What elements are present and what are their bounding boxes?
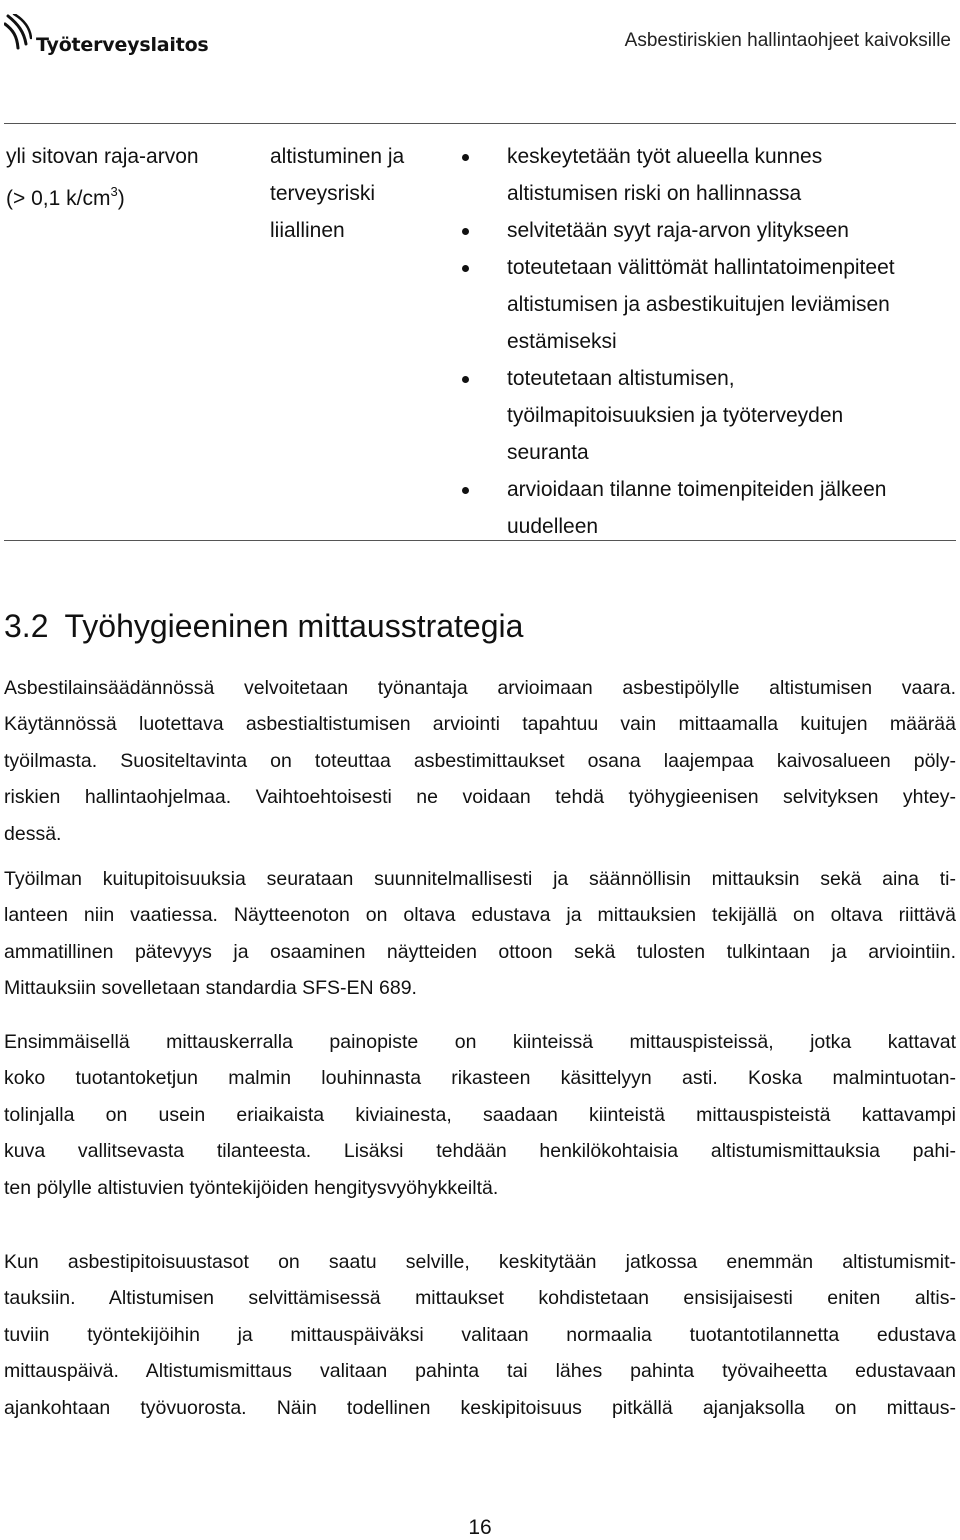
page-header bbox=[0, 0, 960, 80]
table-bottom-rule bbox=[4, 540, 956, 541]
assessment-cell bbox=[270, 138, 450, 249]
actions-cell bbox=[460, 138, 955, 545]
exposure-level-cell bbox=[6, 138, 256, 217]
assessment-line: terveysriski bbox=[270, 182, 376, 205]
document-title: Asbestiriskien hallintaohjeet kaivoksille bbox=[624, 30, 951, 51]
action-item: arvioidaan tilanne toimenpiteiden jälkeen uudelleen bbox=[460, 471, 955, 545]
paragraph: Ensimmäisellä mittauskerralla painopiste on kiinteissä mittauspisteissä, jotka kattavat koko tuotantoketjun malmin louhinnasta rikasteen käsittelyyn asti. Koska malmintuotan- tolinjalla on usein eriaikaista kiviainesta, saadaan kiinteistä mittauspisteistä kattavampi kuva vallitsevasta tilanteesta. Lisäksi tehdään henkilökohtaisia altistumismittauksia pahi- ten pölylle altistuvien työntekijöiden hengitysvyöhykkeiltä. bbox=[4, 1031, 956, 1199]
logo bbox=[4, 14, 209, 56]
action-item: toteutetaan altistumisen, työilmapitoisuuksien ja työterveyden seuranta bbox=[460, 360, 955, 471]
logo-text: Työterveyslaitos bbox=[36, 34, 209, 56]
logo-mark-icon bbox=[4, 14, 32, 56]
paragraph: Työilman kuitupitoisuuksia seurataan suunnitelmallisesti ja säännöllisin mittauksin sekä aina ti- lanteen niin vaatiessa. Näytteenoton on oltava edustava ja mittauksien tekijällä on oltava riittävä ammatillinen pätevyys ja osaaminen näytteiden ottoon sekä tulosten tulkintaan ja arviointiin. Mittauksiin sovelletaan standardia SFS-EN 689. bbox=[4, 868, 956, 1000]
action-item: keskeytetään työt alueella kunnes altistumisen riski on hallinnassa bbox=[460, 138, 955, 212]
paragraph: Kun asbestipitoisuustasot on saatu selville, keskitytään jatkossa enemmän altistumismit- tauksiin. Altistumisen selvittämisessä mittaukset kohdistetaan ensisijaisesti eniten altis- tuviin työntekijöihin ja mittauspäiväksi valitaan normaalia tuotantotilannetta edustava mittauspäivä. Altistumismittaus valitaan pahinta tai lähes pahinta työvaiheetta edustavaan ajankohtaan työvuorosta. Näin todellinen keskipitoisuus pitkällä ajanjaksolla on mittaus- bbox=[4, 1251, 956, 1419]
level-line: (> 0,1 $k/cm^3$) bbox=[6, 184, 125, 210]
section-heading bbox=[4, 608, 523, 645]
assessment-line: liiallinen bbox=[270, 219, 345, 242]
action-item: selvitetään syyt raja-arvon ylitykseen bbox=[460, 212, 955, 249]
assessment-line: altistuminen ja bbox=[270, 145, 405, 168]
level-line: yli sitovan raja-arvon bbox=[6, 145, 199, 168]
table-top-rule bbox=[4, 123, 956, 124]
action-item: toteutetaan välittömät hallintatoimenpiteet altistumisen ja asbestikuitujen leviämisen estämiseksi bbox=[460, 249, 955, 360]
page-number: 16 bbox=[468, 1516, 492, 1539]
section-title: Työhygieeninen mittausstrategia bbox=[64, 608, 524, 644]
section-number: 3.2 bbox=[4, 608, 49, 644]
paragraph: Asbestilainsäädännössä velvoitetaan työnantaja arvioimaan asbestipölylle altistumisen vaara. Käytännössä luotettava asbestialtistumisen arviointi tapahtuu vain mittaamalla kuitujen määrää työilmasta. Suositeltavinta on toteuttaa asbestimittaukset osana laajempaa kaivosalueen pöly- riskien hallintaohjelmaa. Vaihtoehtoisesti ne voidaan tehdä työhygieenisen selvityksen yhtey- dessä. bbox=[4, 677, 956, 845]
